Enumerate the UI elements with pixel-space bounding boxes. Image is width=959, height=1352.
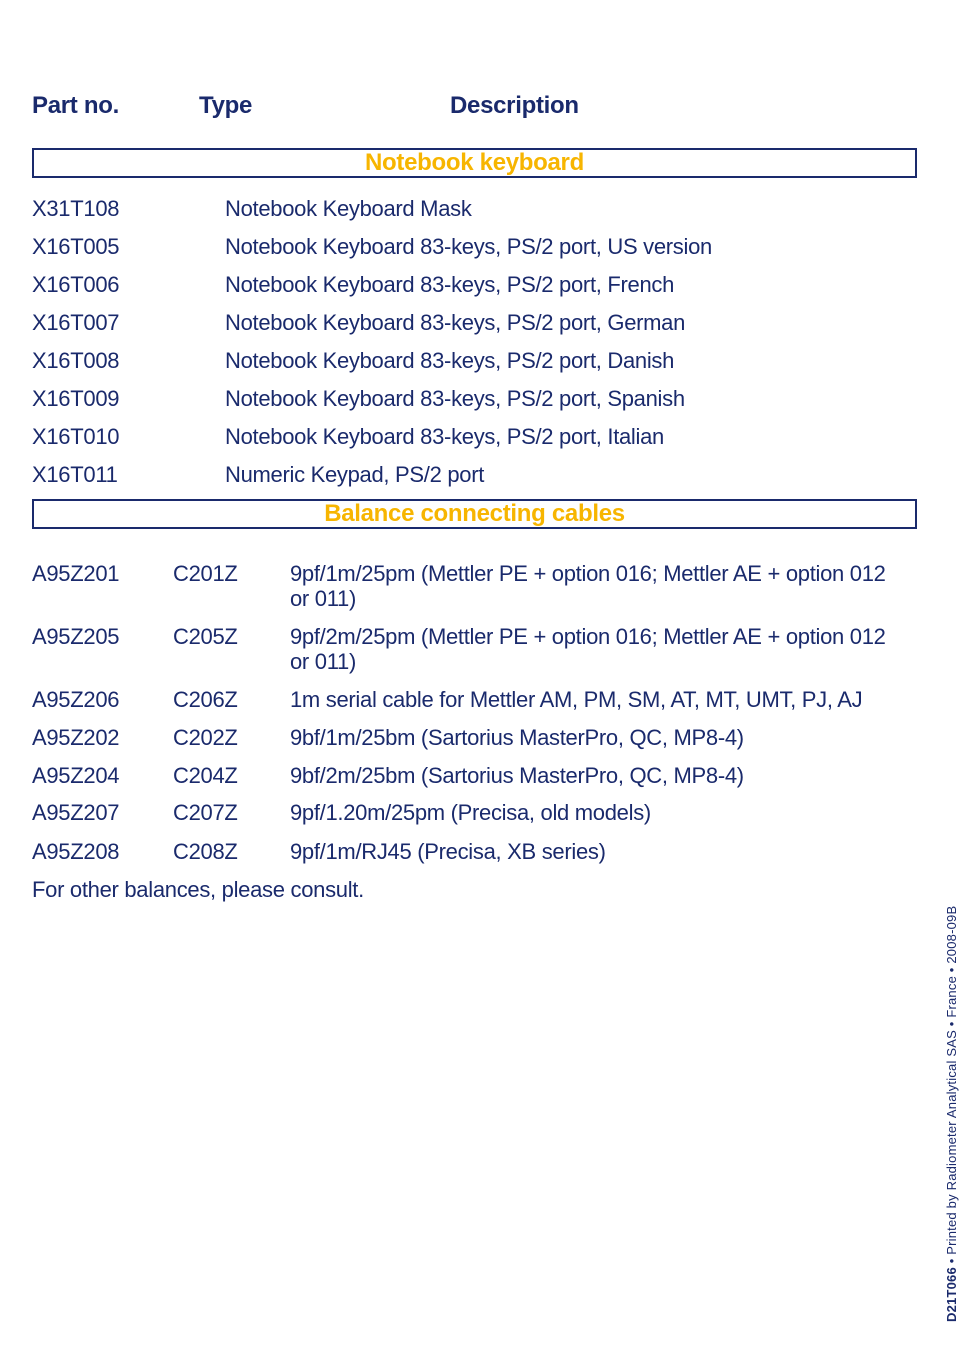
type-code: C207Z (173, 800, 238, 825)
part-number: X16T008 (32, 348, 120, 373)
part-number: X16T007 (32, 310, 120, 335)
footnote: For other balances, please consult. (32, 877, 364, 902)
part-number: X31T108 (32, 196, 120, 221)
header-part-no: Part no. (32, 92, 119, 119)
type-code: C202Z (173, 725, 238, 750)
description: 9pf/1m/RJ45 (Precisa, XB series) (290, 839, 606, 864)
printer-info: • Printed by Radiometer Analytical SAS • France • 2008-09B (944, 905, 959, 1268)
type-code: C204Z (173, 763, 238, 788)
description: Notebook Keyboard 83-keys, PS/2 port, Spanish (225, 386, 685, 411)
description: Notebook Keyboard 83-keys, PS/2 port, French (225, 272, 675, 297)
description: Notebook Keyboard 83-keys, PS/2 port, Italian (225, 424, 664, 449)
description: Notebook Keyboard Mask (225, 196, 472, 221)
description: 1m serial cable for Mettler AM, PM, SM, AT, MT, UMT, PJ, AJ (290, 687, 863, 712)
part-number: A95Z206 (32, 687, 120, 712)
part-number: A95Z201 (32, 561, 120, 586)
section-balance-cables (32, 499, 917, 529)
description: 9pf/2m/25pm (Mettler PE + option 016; Mettler AE + option 012 or 011) (290, 624, 886, 674)
description: Notebook Keyboard 83-keys, PS/2 port, Danish (225, 348, 675, 373)
description: 9bf/2m/25bm (Sartorius MasterPro, QC, MP8-4) (290, 763, 744, 788)
description: Notebook Keyboard 83-keys, PS/2 port, US version (225, 234, 712, 259)
header-type: Type (199, 92, 253, 119)
description: 9bf/1m/25bm (Sartorius MasterPro, QC, MP8-4) (290, 725, 744, 750)
part-number: X16T005 (32, 234, 120, 259)
description: 9pf/1.20m/25pm (Precisa, old models) (290, 800, 651, 825)
section-notebook-keyboard (32, 148, 917, 178)
part-number: A95Z204 (32, 763, 120, 788)
part-number: X16T006 (32, 272, 120, 297)
part-number: X16T010 (32, 424, 120, 449)
type-code: C201Z (173, 561, 238, 586)
type-code: C205Z (173, 624, 238, 649)
type-code: C208Z (173, 839, 238, 864)
part-number: X16T011 (32, 462, 118, 487)
part-number: A95Z207 (32, 800, 120, 825)
print-imprint (944, 906, 959, 1322)
header-description: Description (450, 92, 579, 119)
part-number: A95Z205 (32, 624, 120, 649)
description: Notebook Keyboard 83-keys, PS/2 port, German (225, 310, 686, 335)
part-number: A95Z202 (32, 725, 120, 750)
part-number: A95Z208 (32, 839, 120, 864)
description: 9pf/1m/25pm (Mettler PE + option 016; Mettler AE + option 012 or 011) (290, 561, 886, 611)
section-title-balance: Balance connecting cables (324, 500, 625, 527)
document-code: D21T066 (944, 1267, 959, 1322)
description: Numeric Keypad, PS/2 port (225, 462, 485, 487)
part-number: X16T009 (32, 386, 120, 411)
type-code: C206Z (173, 687, 238, 712)
section-title-notebook: Notebook keyboard (365, 149, 584, 176)
